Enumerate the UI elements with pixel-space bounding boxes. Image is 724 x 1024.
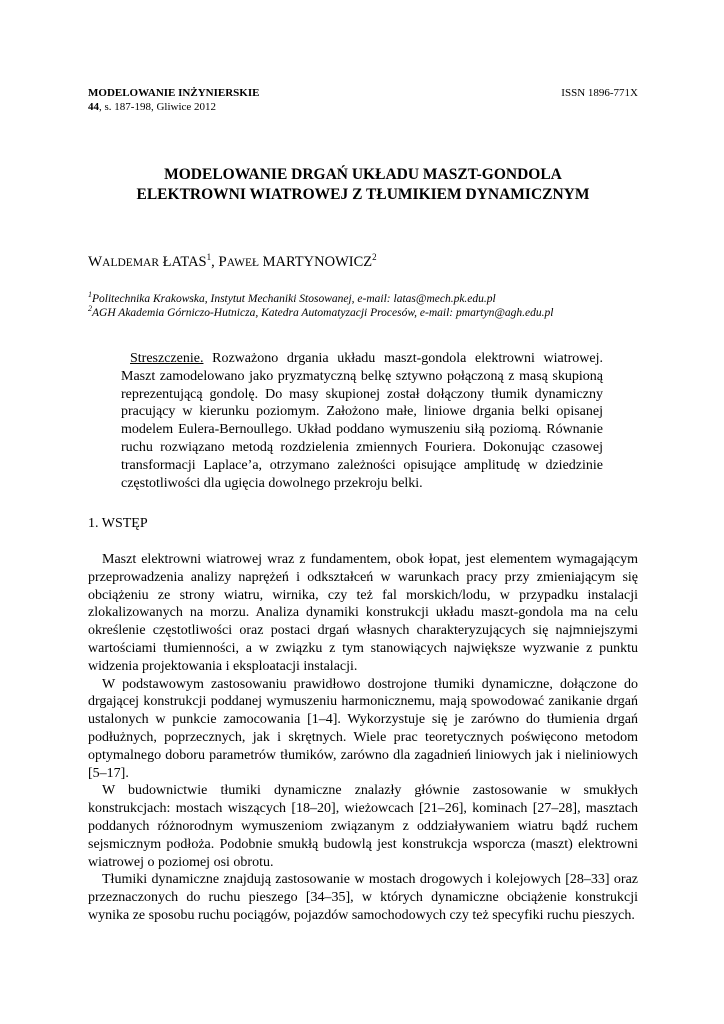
- paragraph-4: Tłumiki dynamiczne znajdują zastosowanie w mostach drogowych i kolejowych [28–33] oraz przeznaczonych do ruchu pieszego [34–35], w których dynamiczne obciążenie konstrukcji wynika ze sposobu ruchu pociągów, pojazdów samochodowych czy też specyfiki ruchu pieszych.: [88, 872, 638, 923]
- author-2-affil-mark: 2: [372, 252, 377, 263]
- header-row-1: [88, 86, 638, 100]
- paragraph-3: W budownictwie tłumiki dynamiczne znalazły głównie zastosowanie w smukłych konstrukcjach: mostach wiszących [18–20], wieżowcach [21–26], kominach [27–28], masztach poddanych różnorodnym wymuszeniom związanym z oddziaływaniem wiatru bądź ruchem sejsmicznym podłoża. Podobnie smukłą budowlą jest konstrukcja wsporcza (maszt) elektrowni wiatrowej o poziomej osi obrotu.: [88, 783, 638, 870]
- author-2-surname: MARTYNOWICZ: [262, 254, 373, 270]
- affiliation-1-text: Politechnika Krakowska, Instytut Mechaniki Stosowanej, e-mail: latas@mech.pk.edu.pl: [92, 293, 496, 305]
- author-1-first-rest: ALDEMAR: [102, 257, 160, 269]
- author-list: [88, 252, 377, 273]
- author-2-first-rest: AWEŁ: [226, 257, 260, 269]
- abstract: [121, 350, 603, 492]
- author-1: [88, 254, 211, 270]
- paragraph-2: W podstawowym zastosowaniu prawidłowo dostrojone tłumiki dynamiczne, dołączone do drgającej konstrukcji poddanej wymuszeniu harmonicznemu, mają spowodować zanikanie drgań ustalonych w punkcie zamocowania [1–4]. Wykorzystuje się je zarówno do tłumienia drgań podłużnych, poprzecznych, jak i skrętnych. Wiele prac teoretycznych poświęcono metodom optymalnego doboru parametrów tłumików, zarówno dla zagadnień liniowych jak i nieliniowych [5–17].: [88, 676, 638, 781]
- title-line-2: ELEKTROWNI WIATROWEJ Z TŁUMIKIEM DYNAMICZNYM: [136, 186, 590, 203]
- abstract-label: Streszczenie.: [130, 351, 204, 366]
- affiliation-1: [88, 292, 638, 306]
- citation: [88, 100, 638, 114]
- journal-name: MODELOWANIE INŻYNIERSKIE: [88, 87, 260, 99]
- affiliation-2: [88, 306, 638, 320]
- issn: ISSN 1896-771X: [561, 87, 638, 99]
- abstract-text: Rozważono drgania układu maszt-gondola elektrowni wiatrowej. Maszt zamodelowano jako pryzmatyczną belkę sztywno połączoną z masą skupioną reprezentującą gondolę. Do masy skupionej został dołączony tłumik dynamiczny pracujący w kierunku poziomym. Założono małe, liniowe drgania belki opisanej modelem Eulera-Bernoullego. Układ poddano wymuszeniu siłą poziomą. Równanie ruchu rozwiązano metodą rozdzielenia zmiennych Fouriera. Dokonując czasowej transformacji Laplace’a, otrzymano zależności opisujące amplitudę w dziedzinie częstotliwości dla ugięcia dowolnego przekroju belki.: [121, 351, 603, 491]
- author-1-surname: ŁATAS: [162, 254, 207, 270]
- citation-pages: , s. 187-198, Gliwice 2012: [99, 101, 217, 113]
- journal-header: [88, 86, 638, 114]
- affiliation-2-text: AGH Akademia Górniczo-Hutnicza, Katedra Automatyzacji Procesów, e-mail: pmartyn@agh.edu.pl: [92, 307, 554, 319]
- paper-title: [88, 165, 638, 205]
- paragraph-1: Maszt elektrowni wiatrowej wraz z fundamentem, obok łopat, jest elementem wymagającym przeprowadzenia analizy naprężeń i odkształceń w warunkach pracy przy zmieniającym się obciążeniu ze strony wiatru, wirnika, czy też fal morskich/lodu, w przypadku instalacji zlokalizowanych na morzu. Analiza dynamiki konstrukcji układu maszt-gondola ma na celu określenie częstotliwości oraz postaci drgań własnych charakteryzujących się najmniejszymi wartościami tłumienności, a w związku z tym stanowiących największe wyzwanie z punktu widzenia projektowania i eksploatacji instalacji.: [88, 552, 638, 674]
- author-1-first-initial: W: [88, 254, 103, 270]
- author-separator: ,: [211, 254, 219, 270]
- body-text: [88, 551, 638, 925]
- section-heading: 1. WSTĘP: [88, 516, 148, 531]
- affiliation-1-mark: 1: [88, 290, 92, 300]
- volume-number: 44: [88, 101, 99, 113]
- author-2-first-initial: P: [218, 254, 227, 270]
- title-line-1: MODELOWANIE DRGAŃ UKŁADU MASZT-GONDOLA: [164, 166, 562, 183]
- author-2: [218, 254, 376, 270]
- affiliation-2-mark: 2: [88, 304, 92, 314]
- affiliations: [88, 292, 638, 320]
- author-1-affil-mark: 1: [206, 252, 212, 263]
